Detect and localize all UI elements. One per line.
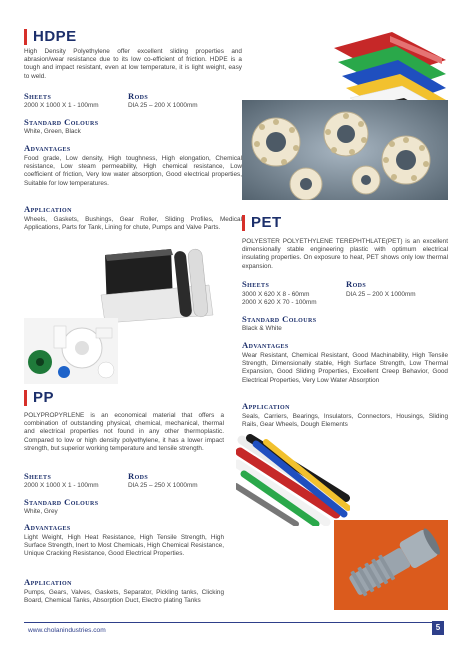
hdpe-application-text: Wheels, Gaskets, Bushings, Gear Roller, Sliding Profiles, Medical Applications, Parts for Tank, Lining for chute, Pumps and Valve Parts. xyxy=(24,216,242,232)
grey-part-photo xyxy=(334,520,448,610)
pp-sheets-value: 2000 X 1000 X 1 - 100mm xyxy=(24,482,99,489)
hdpe-sheets-value: 2000 X 1000 X 1 - 100mm xyxy=(24,102,99,109)
hdpe-advantages-label: Advantages xyxy=(24,143,71,153)
pet-application-label: Application xyxy=(242,401,290,411)
pet-rods-value: DIA 25 – 200 X 1000mm xyxy=(346,291,416,298)
pet-rods-photo xyxy=(97,245,217,323)
coloured-rods-photo xyxy=(236,434,350,526)
page-number: 5 xyxy=(432,621,444,635)
hdpe-rods-label: Rods xyxy=(128,91,149,101)
pet-application-text: Seals, Carriers, Bearings, Insulators, Connectors, Housings, Sliding Rails, Gear Wheels, Dough Elements xyxy=(242,413,448,429)
hdpe-colours-value: White, Green, Black xyxy=(24,128,81,135)
pp-advantages-text: Light Weight, High Heat Resistance, High Tensile Strength, High Surface Strength, Inert to Most Chemicals, High Chemical Resistance, Unique Cracking Resistance, Good Electrical Properties. xyxy=(24,534,224,558)
pp-description: POLYPROPYRLENE is an economical material that offers a combination of outstanding physical, chemical, mechanical, thermal and electrical properties not found in any other thermoplastic. Compared to low or high density polyethylene, it has a lower impact strength, but superior working temperature and tensile strength. xyxy=(24,412,224,452)
pp-advantages-label: Advantages xyxy=(24,522,71,532)
pp-title: PP xyxy=(24,389,54,406)
pet-sheets-value-2: 2000 X 620 X 70 - 100mm xyxy=(242,299,317,306)
footer-website-link[interactable]: www.cholanindustries.com xyxy=(28,627,106,634)
pet-colours-label: Standard Colours xyxy=(242,314,317,324)
pet-sheets-label: Sheets xyxy=(242,279,270,289)
hdpe-advantages-text: Food grade, Low density, High toughness, High elongation, Chemical resistance, Low steam permeability, High chemical resistance, Low coefficient of friction, Very low water absorption, Good electrical properties, Suitable for low temperatures. xyxy=(24,155,242,187)
pet-description: POLYESTER POLYETHYLENE TEREPHTHLATE(PET) is an excellent dimensionally stable engineering plastic with optimum electrical insulating properties. On exposure to heat, PET shows only low thermal expansion. xyxy=(242,238,448,270)
bearings-photo xyxy=(242,100,448,200)
hdpe-application-label: Application xyxy=(24,204,72,214)
pet-advantages-text: Wear Resistant, Chemical Resistant, Good Machinability, High Tensile Strength, Dimensionally stable, High Surface Strength, Low Thermal Expansion, Good Sliding Properties, Excellent Creep Behavior, Good Electrical Properties, Very Low Water Absorption xyxy=(242,352,448,384)
pp-rods-value: DIA 25 – 250 X 1000mm xyxy=(128,482,198,489)
hdpe-rods-value: DIA 25 – 200 X 1000mm xyxy=(128,102,198,109)
hdpe-sheets-label: Sheets xyxy=(24,91,52,101)
hdpe-title: HDPE xyxy=(24,28,77,45)
pp-colours-label: Standard Colours xyxy=(24,497,99,507)
pet-sheets-value-1: 3000 X 620 X 8 - 60mm xyxy=(242,291,310,298)
pp-rods-label: Rods xyxy=(128,471,149,481)
title-accent-bar xyxy=(24,29,27,45)
pp-application-text: Pumps, Gears, Valves, Gaskets, Separator, Pickling tanks, Clicking Board, Chemical Tanks, Absorption Duct, Electro plating Tanks xyxy=(24,589,224,605)
hdpe-colours-label: Standard Colours xyxy=(24,117,99,127)
pp-parts-photo xyxy=(24,318,118,384)
pet-title: PET xyxy=(242,214,282,231)
title-accent-bar xyxy=(242,215,245,231)
footer-divider xyxy=(24,622,438,623)
pp-sheets-label: Sheets xyxy=(24,471,52,481)
pet-advantages-label: Advantages xyxy=(242,340,289,350)
pp-colours-value: White, Grey xyxy=(24,508,58,515)
title-accent-bar xyxy=(24,390,27,406)
pp-application-label: Application xyxy=(24,577,72,587)
pet-colours-value: Black & White xyxy=(242,325,282,332)
hdpe-description: High Density Polyethylene offer excellent sliding properties and abrasion/wear resistance due to its low co-efficient of friction. HDPE is a tough and impact resistant, even at low temperature, it is light weight, easy to weld. xyxy=(24,48,242,80)
pet-rods-label: Rods xyxy=(346,279,367,289)
